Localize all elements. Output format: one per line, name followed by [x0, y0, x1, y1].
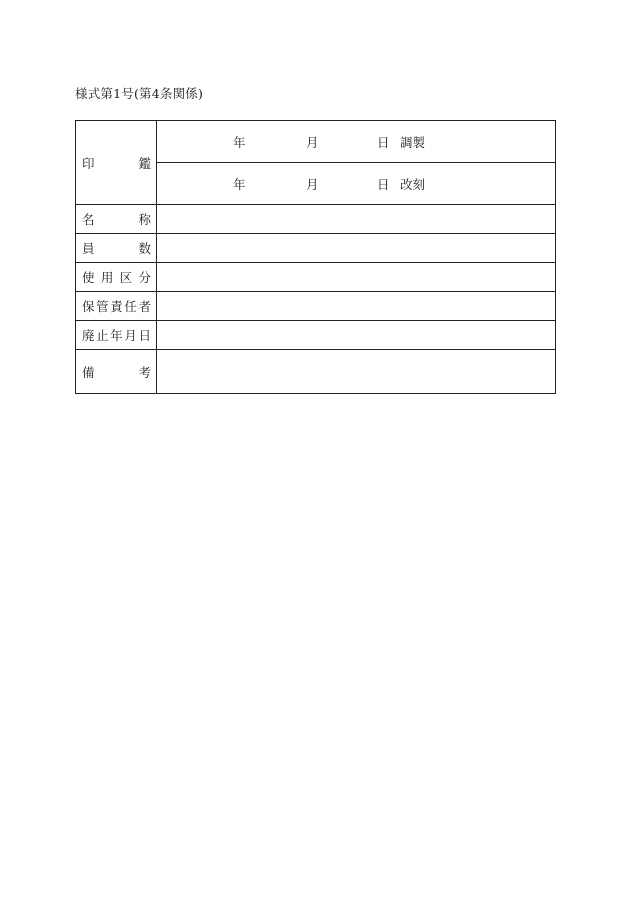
- name-row: [76, 205, 556, 234]
- count-label-char: 数: [138, 241, 151, 256]
- abolition-date-label-char: 日: [138, 328, 151, 343]
- remarks-row: [76, 350, 556, 394]
- custodian-row: [76, 292, 556, 321]
- day-unit: 日: [377, 176, 390, 192]
- count-label-char: 員: [82, 241, 95, 256]
- abolition-date-label-char: 年: [110, 328, 123, 343]
- seal-action-created: 調製: [400, 134, 426, 150]
- month-unit: 月: [306, 176, 319, 192]
- year-unit: 年: [233, 134, 246, 150]
- custodian-label-char: 者: [138, 299, 151, 314]
- abolition-date-row: [76, 321, 556, 350]
- usage-category-label-char: 区: [119, 270, 133, 285]
- name-label-char: 称: [138, 212, 151, 227]
- seal-created-date-cell[interactable]: [157, 121, 556, 163]
- remarks-label-cell: [76, 350, 157, 394]
- usage-category-label-char: 用: [100, 270, 114, 285]
- custodian-label-char: 保: [82, 299, 95, 314]
- abolition-date-label-cell: [76, 321, 157, 350]
- custodian-label-char: 管: [96, 299, 109, 314]
- usage-category-value-cell[interactable]: [157, 263, 556, 292]
- name-value-cell[interactable]: [157, 205, 556, 234]
- year-unit: 年: [233, 176, 246, 192]
- custodian-label-cell: [76, 292, 157, 321]
- usage-category-row: [76, 263, 556, 292]
- name-label-cell: [76, 205, 157, 234]
- count-row: [76, 234, 556, 263]
- usage-category-label-cell: [76, 263, 157, 292]
- abolition-date-label-char: 廃: [82, 328, 95, 343]
- seal-register-table: [75, 120, 556, 394]
- abolition-date-value-cell[interactable]: [157, 321, 556, 350]
- usage-category-label-char: 分: [138, 270, 151, 285]
- remarks-label-char: 考: [138, 364, 151, 380]
- seal-label-char: 印: [82, 155, 95, 171]
- usage-category-label-char: 使: [82, 270, 95, 285]
- form-title: 様式第1号(第4条関係): [75, 86, 204, 101]
- custodian-value-cell[interactable]: [157, 292, 556, 321]
- seal-label-cell: [76, 121, 157, 205]
- abolition-date-label-char: 止: [96, 328, 109, 343]
- seal-recarved-date-cell[interactable]: [157, 163, 556, 205]
- seal-label-char: 鑑: [138, 155, 151, 171]
- remarks-label-char: 備: [82, 364, 95, 380]
- custodian-label-char: 責: [110, 299, 123, 314]
- count-label-cell: [76, 234, 157, 263]
- month-unit: 月: [306, 134, 319, 150]
- custodian-label-char: 任: [124, 299, 137, 314]
- seal-action-recarved: 改刻: [400, 176, 426, 192]
- name-label-char: 名: [82, 212, 95, 227]
- day-unit: 日: [377, 134, 390, 150]
- abolition-date-label-char: 月: [124, 328, 137, 343]
- seal-created-row: [76, 121, 556, 163]
- remarks-value-cell[interactable]: [157, 350, 556, 394]
- count-value-cell[interactable]: [157, 234, 556, 263]
